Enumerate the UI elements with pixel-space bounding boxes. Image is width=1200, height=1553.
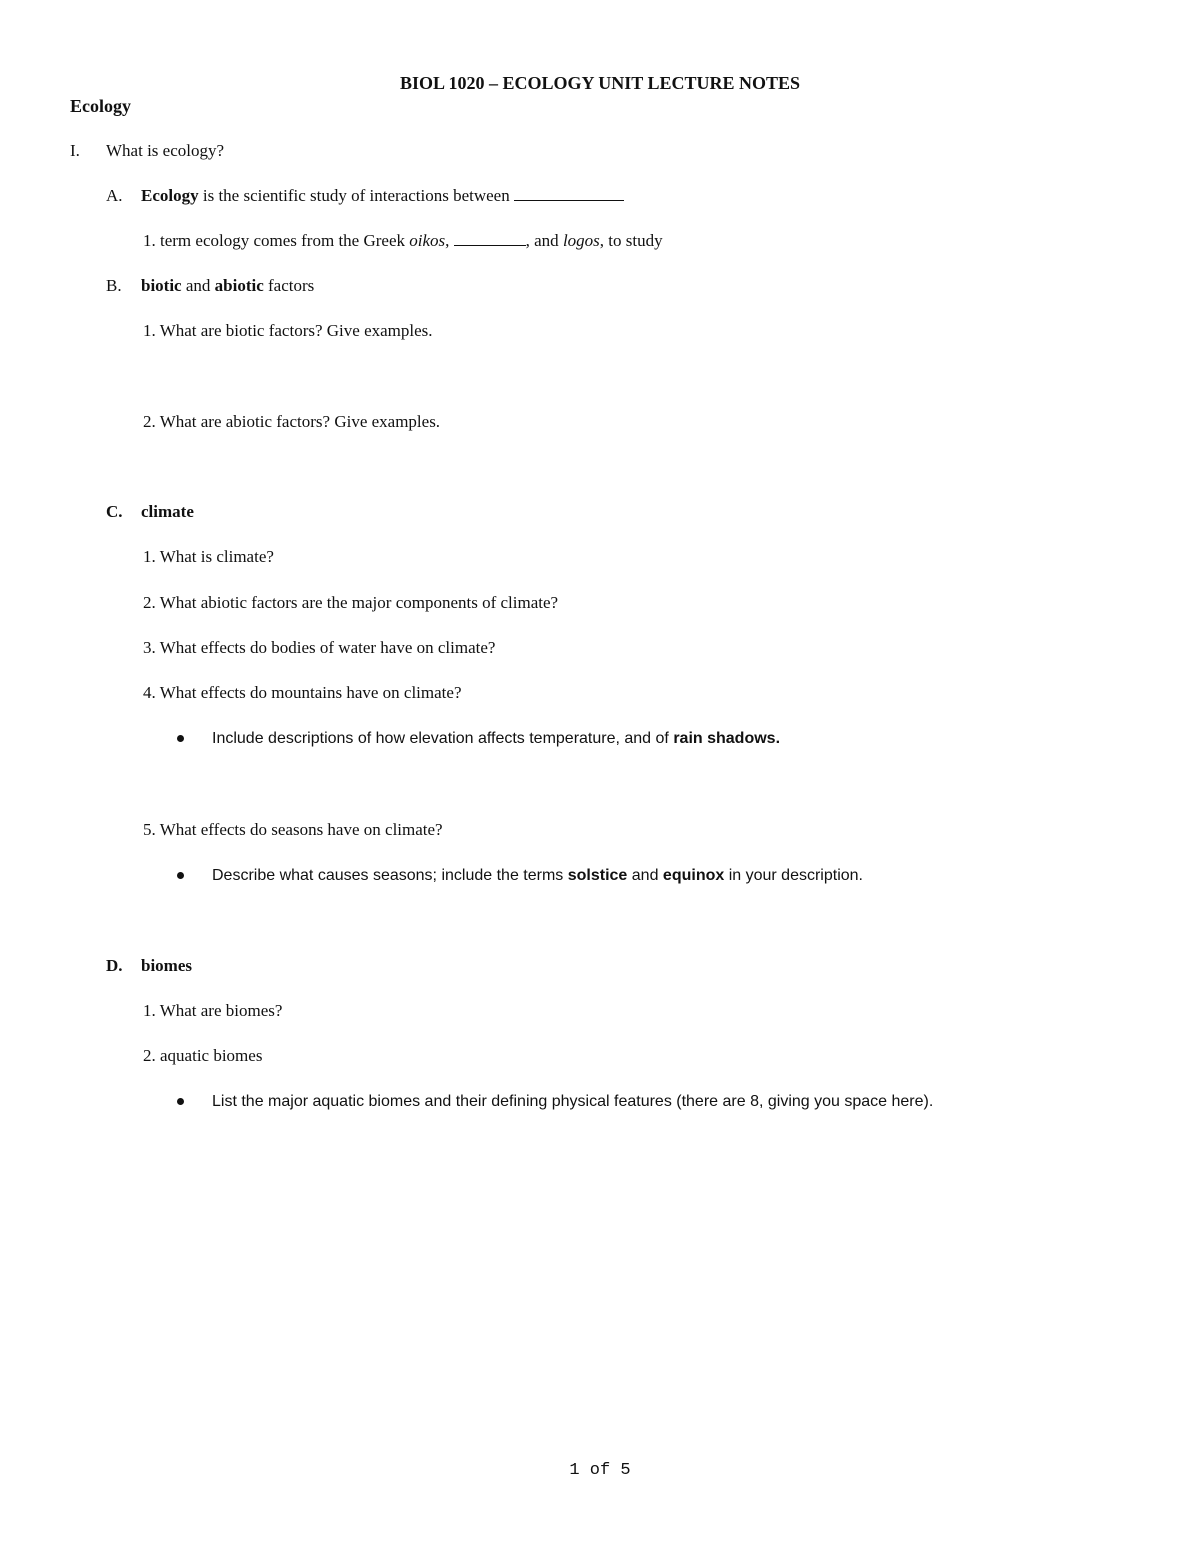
outline-item-b1: 1. What are biotic factors? Give examples. <box>143 321 433 340</box>
conjunction: , and <box>525 231 563 250</box>
bullet-text: Include descriptions of how elevation affects temperature, and of <box>212 730 674 747</box>
outline-item-c4: 4. What effects do mountains have on climate? <box>143 683 462 702</box>
bullet-text: Describe what causes seasons; include the terms <box>212 867 568 884</box>
outline-marker: A. <box>106 186 123 205</box>
outline-marker: C. <box>106 502 123 521</box>
outline-marker: D. <box>106 956 123 975</box>
outline-text: climate <box>141 502 194 521</box>
outline-item-c1: 1. What is climate? <box>143 547 274 566</box>
outline-text: is the scientific study of interactions between <box>198 186 514 205</box>
outline-text: 1. term ecology comes from the Greek <box>143 231 410 250</box>
outline-item-d <box>106 956 192 976</box>
outline-item-b2: 2. What are abiotic factors? Give examples. <box>143 412 441 431</box>
outline-item-b <box>106 276 314 296</box>
term-rain-shadows: rain shadows. <box>673 730 781 747</box>
conjunction: and <box>181 276 215 295</box>
term-oikos: oikos <box>409 231 446 250</box>
punctuation: , <box>445 231 454 250</box>
bullet-item <box>212 866 863 886</box>
bullet-icon <box>177 735 184 742</box>
bullet-text-end: in your description. <box>724 867 863 884</box>
bullet-icon <box>177 872 184 879</box>
outline-text-end: factors <box>263 276 315 295</box>
outline-item-c3: 3. What effects do bodies of water have on climate? <box>143 638 496 657</box>
term-logos: logos <box>562 231 600 250</box>
page-title: BIOL 1020 – ECOLOGY UNIT LECTURE NOTES <box>399 73 801 93</box>
term-abiotic: abiotic <box>214 276 264 295</box>
outline-text-end: , to study <box>599 231 663 250</box>
outline-marker: B. <box>106 276 122 295</box>
outline-item-c5: 5. What effects do seasons have on climate? <box>143 820 443 839</box>
outline-marker: I. <box>70 141 80 160</box>
outline-item-1 <box>70 141 224 161</box>
conjunction: and <box>627 867 663 884</box>
outline-item-c2: 2. What abiotic factors are the major components of climate? <box>143 593 559 612</box>
bullet-icon <box>177 1098 184 1105</box>
section-heading: Ecology <box>70 96 131 116</box>
outline-text: biomes <box>141 956 192 975</box>
term-solstice: solstice <box>567 867 628 884</box>
answer-blank <box>514 186 624 201</box>
outline-item-c <box>106 502 194 522</box>
outline-text: What is ecology? <box>106 141 225 160</box>
outline-item-d2: 2. aquatic biomes <box>143 1046 263 1065</box>
term-biotic: biotic <box>141 276 182 295</box>
term-ecology: Ecology <box>141 186 199 205</box>
bullet-item <box>212 729 780 749</box>
outline-item-a <box>106 186 624 206</box>
page-number: 1 of 5 <box>569 1461 631 1480</box>
term-equinox: equinox <box>662 867 725 884</box>
answer-blank <box>454 231 526 246</box>
outline-item-d1: 1. What are biomes? <box>143 1001 283 1020</box>
bullet-item: List the major aquatic biomes and their defining physical features (there are 8, giving you space here). <box>212 1093 934 1110</box>
outline-item-a1 <box>143 231 663 251</box>
